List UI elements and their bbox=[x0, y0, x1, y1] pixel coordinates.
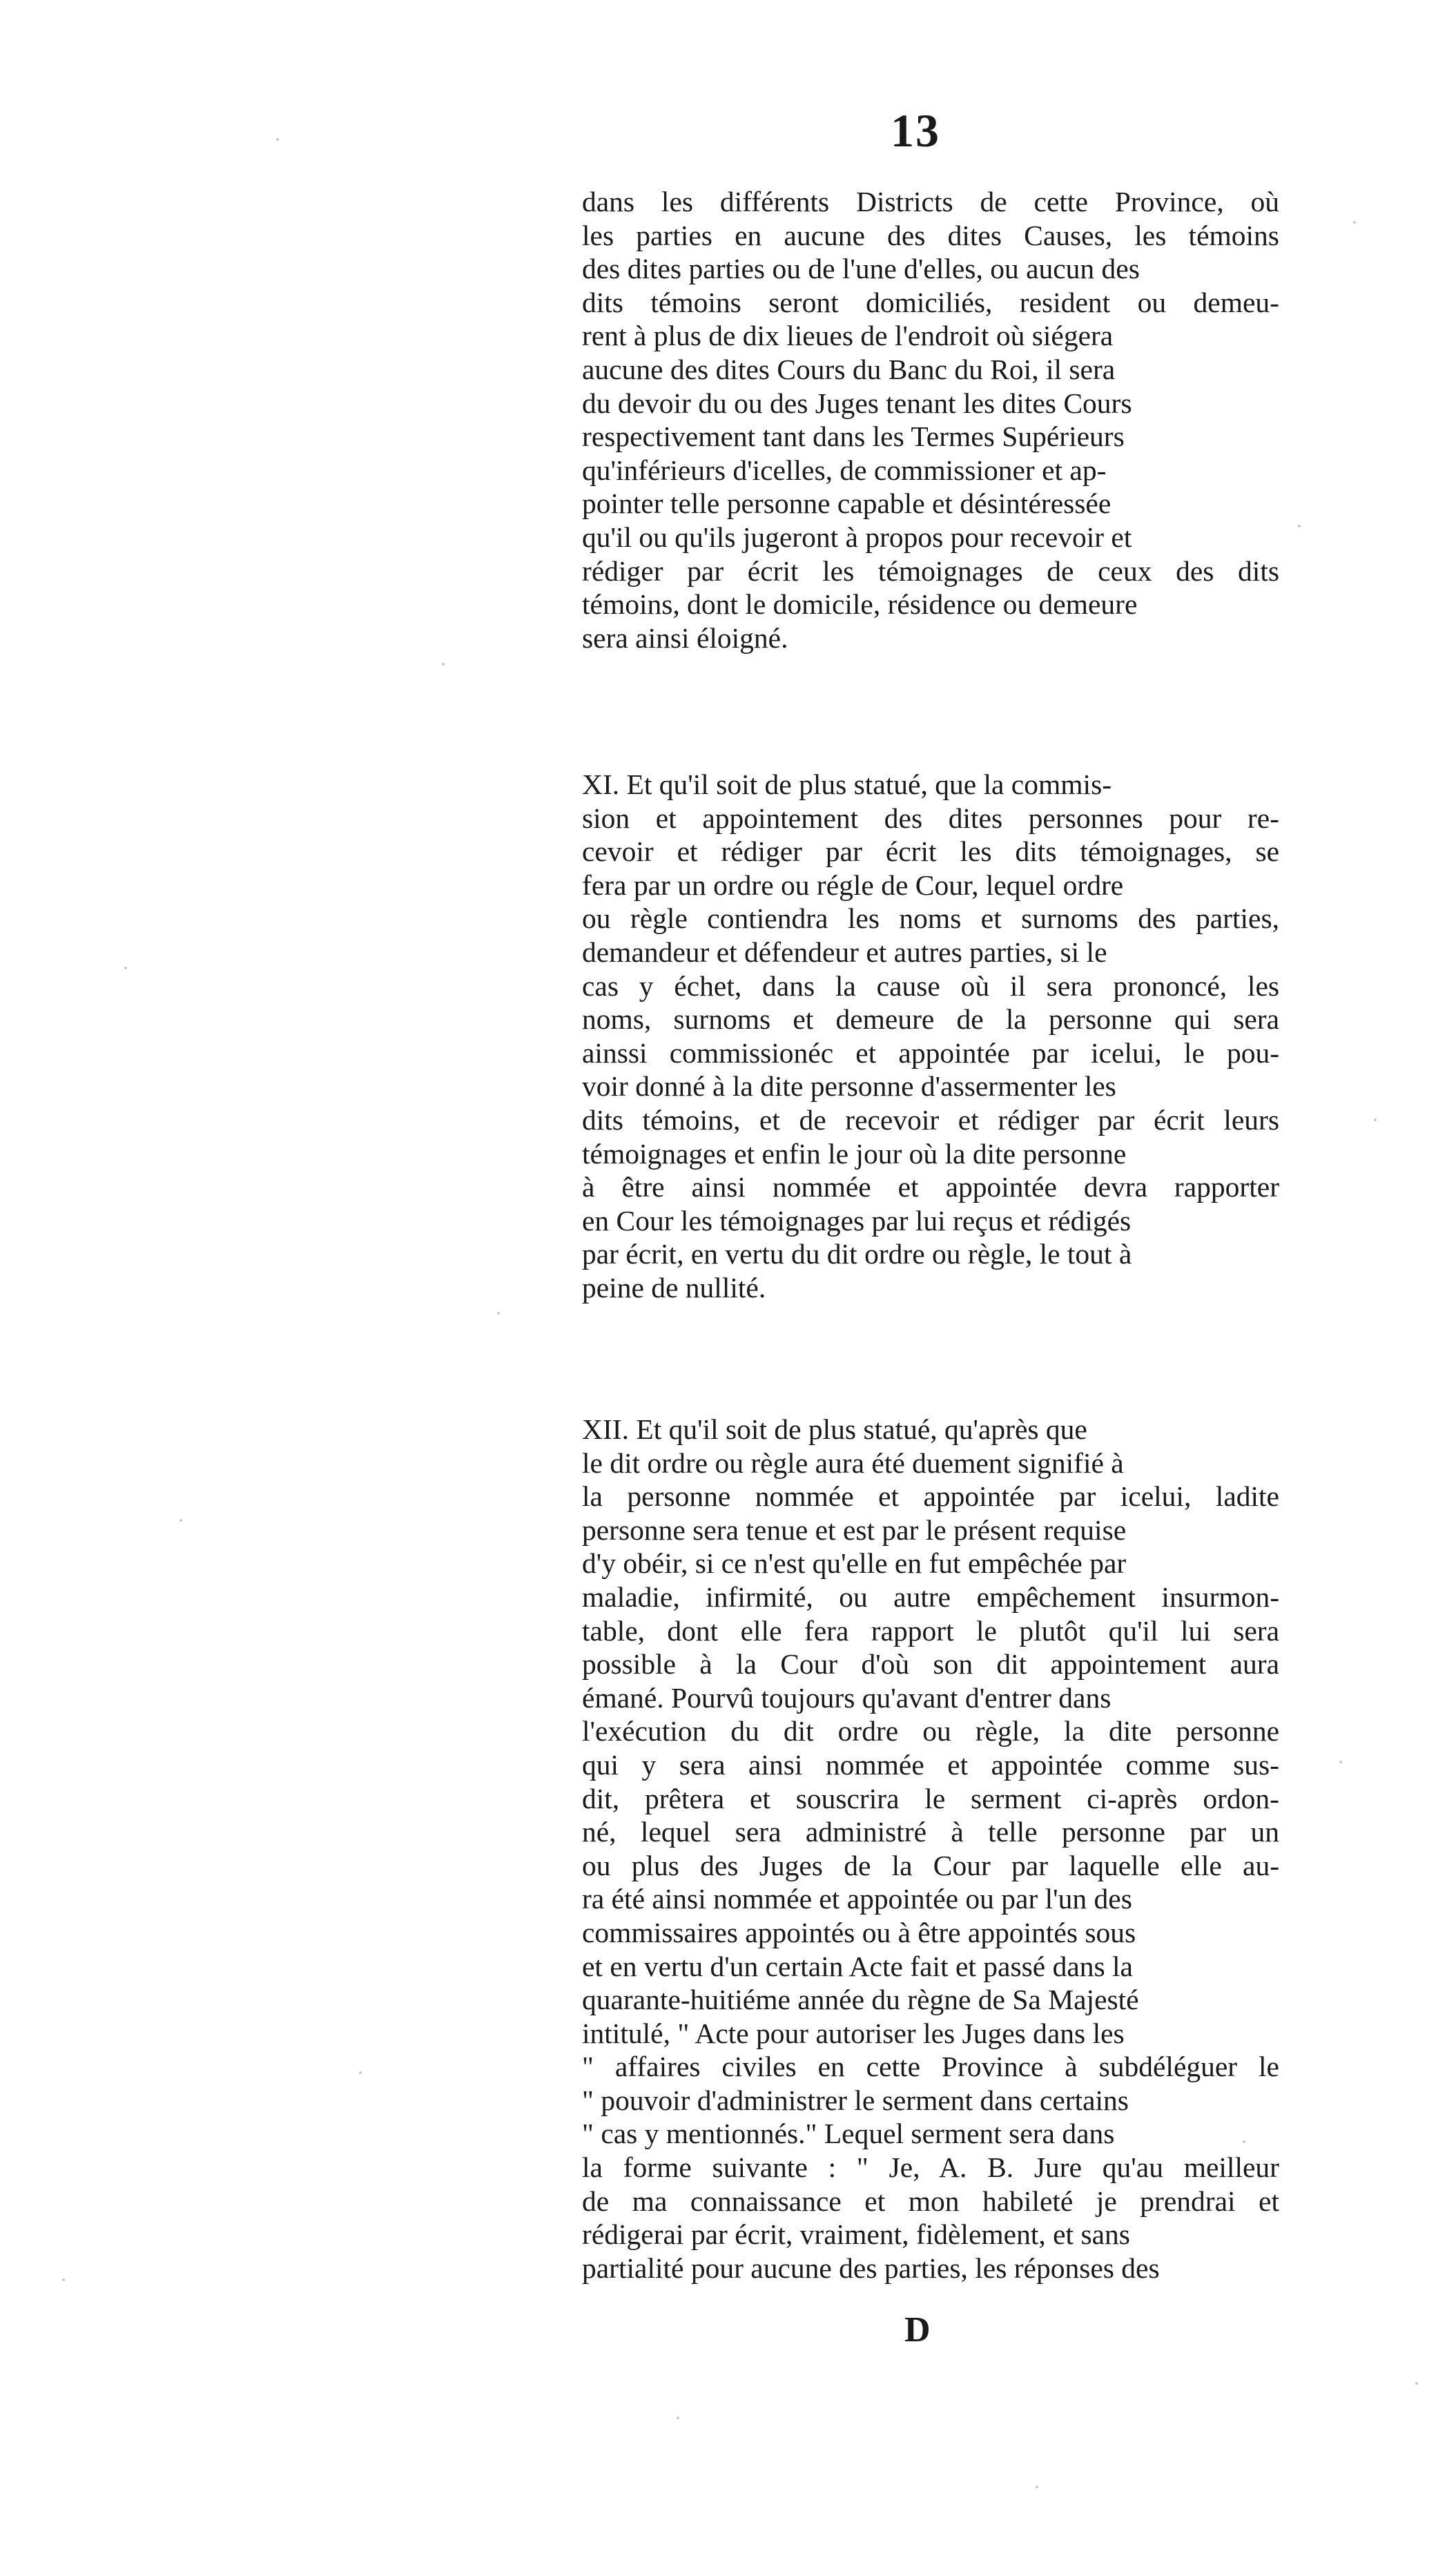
text-line: partialité pour aucune des parties, les réponses des bbox=[582, 2252, 1160, 2284]
text-line: à être ainsi nommée et appointée devra rapporter bbox=[582, 1171, 1280, 1203]
paper-speck bbox=[497, 1312, 500, 1315]
text-line: personne sera tenue et est par le présent requise bbox=[582, 1513, 1127, 1546]
text-line: dans les différents Districts de cette Province, où bbox=[582, 186, 1279, 217]
paper-speck bbox=[1036, 2486, 1038, 2488]
text-line: dit, prêtera et souscrira le serment ci-après ordon- bbox=[582, 1782, 1279, 1814]
paper-speck bbox=[1243, 2140, 1245, 2143]
text-line: demandeur et défendeur et autres parties, si le bbox=[582, 936, 1107, 968]
text-line: les parties en aucune des dites Causes, les témoins bbox=[582, 219, 1279, 251]
paper-speck bbox=[179, 1519, 182, 1522]
paper-speck bbox=[1374, 1119, 1377, 1121]
paper-speck bbox=[359, 2071, 362, 2074]
text-line: né, lequel sera administré à telle personne par un bbox=[582, 1816, 1280, 1848]
text-line: dits témoins seront domiciliés, resident ou demeu- bbox=[582, 286, 1279, 318]
text-line: qu'inférieurs d'icelles, de commissioner et ap- bbox=[582, 454, 1107, 486]
text-line: la personne nommée et appointée par icelui, ladite bbox=[582, 1480, 1279, 1513]
text-line: témoignages et enfin le jour où la dite personne bbox=[582, 1137, 1127, 1170]
text-line: " affaires civiles en cette Province à subdéléguer le bbox=[582, 2051, 1279, 2083]
text-line: rédiger par écrit les témoignages de ceux des dits bbox=[582, 554, 1280, 587]
text-line: qui y sera ainsi nommée et appointée comme sus- bbox=[582, 1748, 1279, 1781]
paper-speck bbox=[677, 2417, 679, 2419]
text-line: rent à plus de dix lieues de l'endroit où siégera bbox=[582, 320, 1114, 352]
text-line: maladie, infirmité, ou autre empêchement insurmon- bbox=[582, 1580, 1280, 1613]
text-line: cevoir et rédiger par écrit les dits témoignages, se bbox=[582, 835, 1280, 868]
text-line: cas y échet, dans la cause où il sera prononcé, les bbox=[582, 969, 1280, 1002]
paper-speck bbox=[1415, 2382, 1418, 2385]
text-line: intitulé, " Acte pour autoriser les Juges dans les bbox=[582, 2017, 1125, 2049]
text-line: XI. Et qu'il soit de plus statué, que la commis- bbox=[582, 768, 1112, 800]
text-line: respectivement tant dans les Termes Supérieurs bbox=[582, 420, 1125, 453]
text-line: aucune des dites Cours du Banc du Roi, il sera bbox=[582, 353, 1116, 385]
text-line: ra été ainsi nommée et appointée ou par l'un des bbox=[582, 1883, 1132, 1915]
paper-speck bbox=[124, 967, 127, 969]
text-line: " pouvoir d'administrer le serment dans certains bbox=[582, 2084, 1129, 2116]
text-line: " cas y mentionnés." Lequel serment sera dans bbox=[582, 2118, 1115, 2150]
text-line: noms, surnoms et demeure de la personne qui sera bbox=[582, 1003, 1280, 1036]
text-line: ou règle contiendra les noms et surnoms des parties, bbox=[582, 902, 1280, 935]
text-line: du devoir du ou des Juges tenant les dites Cours bbox=[582, 387, 1132, 419]
paragraph-article-xii bbox=[582, 1413, 1279, 2285]
text-line: témoins, dont le domicile, résidence ou demeure bbox=[582, 588, 1138, 621]
text-line: rédigerai par écrit, vraiment, fidèlement, et sans bbox=[582, 2218, 1130, 2251]
text-line: qu'il ou qu'ils jugeront à propos pour recevoir et bbox=[582, 521, 1132, 553]
text-line: voir donné à la dite personne d'assermenter les bbox=[582, 1070, 1116, 1103]
text-line: quarante-huitiéme année du règne de Sa Majesté bbox=[582, 1984, 1139, 2016]
paper-speck bbox=[442, 663, 445, 666]
text-line: ainssi commissionéc et appointée par icelui, le pou- bbox=[582, 1036, 1280, 1069]
text-line: et en vertu d'un certain Acte fait et passé dans la bbox=[582, 1950, 1133, 1982]
text-line: commissaires appointés ou à être appointés sous bbox=[582, 1916, 1136, 1948]
text-line: le dit ordre ou règle aura été duement signifié à bbox=[582, 1446, 1124, 1479]
text-line: ou plus des Juges de la Cour par laquelle elle au- bbox=[582, 1849, 1280, 1881]
paper-speck bbox=[1298, 525, 1301, 527]
text-line: émané. Pourvû toujours qu'avant d'entrer dans bbox=[582, 1681, 1112, 1714]
paper-speck bbox=[1353, 221, 1356, 224]
text-line: XII. Et qu'il soit de plus statué, qu'après que bbox=[582, 1413, 1087, 1445]
text-line: par écrit, en vertu du dit ordre ou règle, le tout à bbox=[582, 1238, 1132, 1270]
paper-speck bbox=[1339, 1761, 1342, 1763]
text-line: table, dont elle fera rapport le plutôt qu'il lui sera bbox=[582, 1614, 1280, 1647]
text-line: dits témoins, et de recevoir et rédiger par écrit leurs bbox=[582, 1103, 1279, 1136]
text-line: des dites parties ou de l'une d'elles, ou aucun des bbox=[582, 253, 1140, 285]
text-line: pointer telle personne capable et désintéressée bbox=[582, 487, 1112, 520]
text-line: fera par un ordre ou régle de Cour, lequel ordre bbox=[582, 869, 1124, 901]
paper-speck bbox=[62, 2278, 65, 2281]
text-line: la forme suivante : " Je, A. B. Jure qu'au meilleur bbox=[582, 2151, 1279, 2184]
page-number: 13 bbox=[891, 104, 940, 157]
text-line: l'exécution du dit ordre ou règle, la dite personne bbox=[582, 1715, 1280, 1747]
paragraph-continuation bbox=[582, 185, 1279, 655]
text-line: d'y obéir, si ce n'est qu'elle en fut empêchée par bbox=[582, 1547, 1127, 1580]
paragraph-article-xi bbox=[582, 768, 1279, 1305]
text-line: peine de nullité. bbox=[582, 1271, 766, 1304]
text-line: de ma connaissance et mon habileté je prendrai et bbox=[582, 2185, 1279, 2217]
text-line: possible à la Cour d'où son dit appointement aura bbox=[582, 1648, 1279, 1681]
signature-mark: D bbox=[904, 2310, 931, 2350]
text-line: sion et appointement des dites personnes pour re- bbox=[582, 802, 1279, 834]
text-line: en Cour les témoignages par lui reçus et rédigés bbox=[582, 1204, 1132, 1237]
text-line: sera ainsi éloigné. bbox=[582, 621, 788, 654]
paper-speck bbox=[276, 138, 279, 141]
